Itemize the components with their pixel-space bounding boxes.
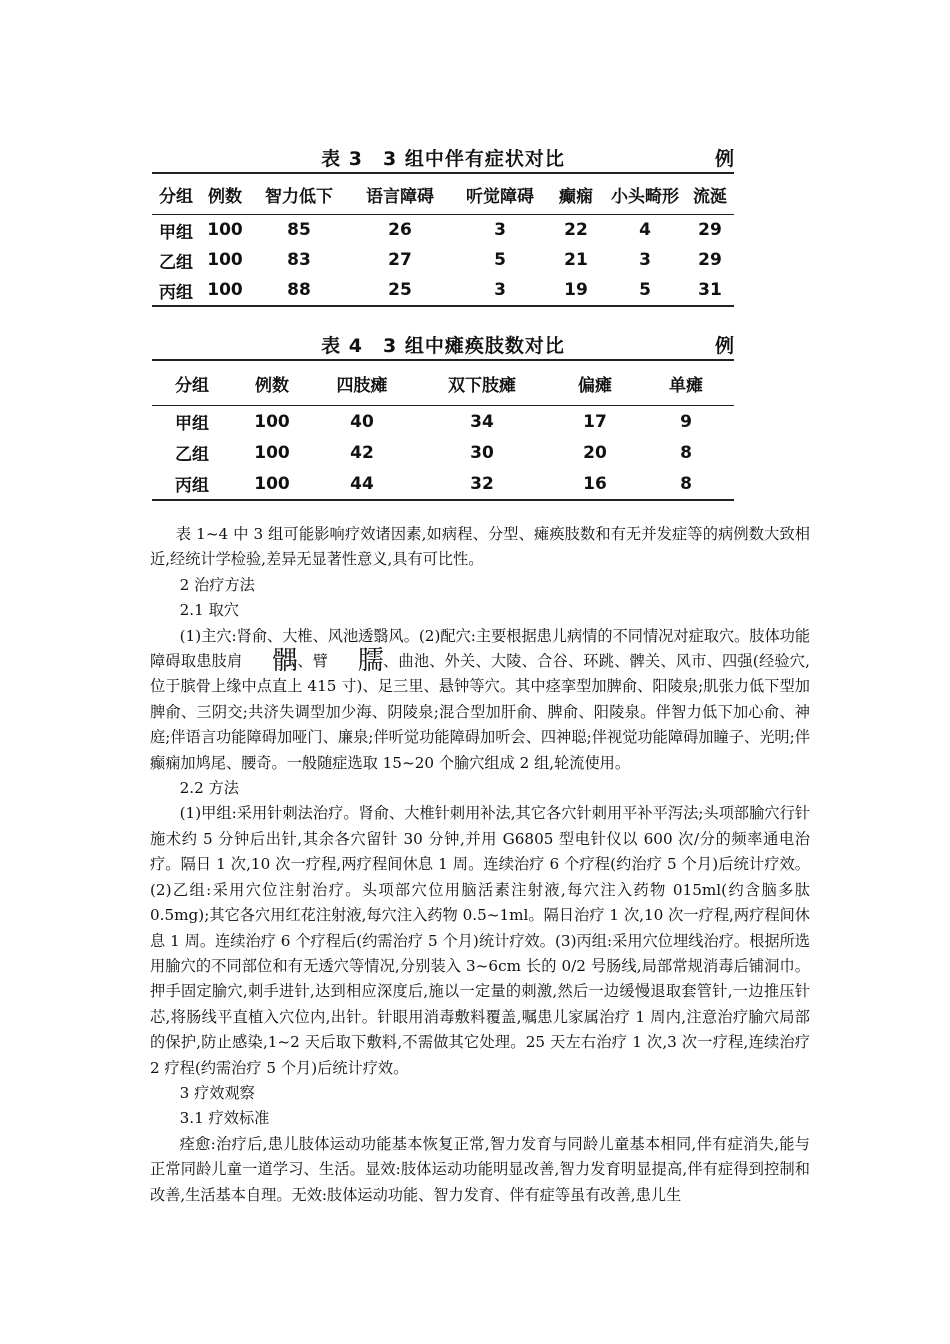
text-run: (1)主穴:肾俞、大椎、风池透翳风。(2)配穴:主要根据患儿病情的不同情况对症取穴。肢体功能障碍取患肢肩 [150, 626, 811, 671]
table-cell: 42 [350, 442, 374, 463]
section-heading: 3 疗效观察 [179, 1083, 255, 1102]
table-cell: 9 [680, 411, 692, 432]
table-cell: 丙组 [175, 476, 209, 496]
table3-title: 表 3 3 组中伴有症状对比 [321, 148, 565, 170]
table4 [152, 325, 734, 501]
table-cell: 31 [698, 280, 722, 300]
table-row [152, 437, 734, 468]
table-cell: 丙组 [159, 282, 193, 303]
table-cell: 25 [388, 280, 412, 300]
table4-title: 表 4 3 组中瘫痪肢数对比 [321, 335, 565, 357]
table4-unit: 例 [714, 335, 734, 357]
table-header-row [152, 173, 734, 215]
table-cell: 83 [287, 250, 311, 270]
table-cell: 17 [583, 411, 607, 432]
subsection-heading: 2.1 取穴 [179, 601, 239, 620]
column-header: 偏瘫 [578, 375, 612, 396]
table-cell: 29 [698, 250, 722, 270]
table4-grid [152, 359, 734, 501]
paragraph-comparability: 表 1~4 中 3 组可能影响疗效诸因素,如病程、分型、瘫痪肢数和有无并发症等的病例数大致相近,经统计学检验,差异无显著性意义,具有可比性。 [150, 525, 810, 569]
column-header: 癫痫 [559, 186, 593, 207]
column-header: 流涎 [693, 186, 727, 207]
table-cell: 85 [287, 220, 311, 240]
table-cell: 4 [639, 220, 651, 240]
column-header: 分组 [159, 186, 193, 207]
table4-caption [152, 325, 734, 359]
table-cell: 88 [287, 280, 311, 300]
table-cell: 100 [207, 220, 243, 240]
table-row [152, 215, 734, 246]
table-row [152, 245, 734, 275]
table-cell: 乙组 [159, 252, 193, 273]
table3 [152, 138, 734, 307]
table-cell: 29 [698, 220, 722, 240]
column-header: 双下肢瘫 [448, 375, 516, 396]
paragraph-methods: (1)甲组:采用针刺法治疗。肾俞、大椎针刺用补法,其它各穴针刺用平补平泻法;头项部腧穴行针施术约 5 分钟后出针,其余各穴留针 30 分钟,并用 G6805 型电针仪以 600 次/分的频率通电治疗。隔日 1 次,10 次一疗程,两疗程间休息 1 周。连续治疗 6 个疗程(约治疗 5 个月)后统计疗效。(2)乙组:采用穴位注射治疗。头项部穴位用脑活素注射液,每穴注入药物 015ml(约含脑多肽 0.5mg);其它各穴用红花注射液,每穴注入药物 0.5~1ml。隔日治疗 1 次,10 次一疗程,两疗程间休息 1 周。连续治疗 6 个疗程后(约需治疗 5 个月)统计疗效。(3)丙组:采用穴位埋线治疗。根据所选用腧穴的不同部位和有无透穴等情况,分别装入 3~6cm 长的 0/2 号肠线,局部常规消毒后铺洞巾。押手固定腧穴,刺手进针,达到相应深度后,施以一定量的刺激,然后一边缓慢退取套管针,一边推压针芯,将肠线平直植入穴位内,出针。针眼用消毒敷料覆盖,嘱患儿家属治疗 1 周内,注意治疗腧穴局部的保护,防止感染,1~2 天后取下敷料,不需做其它处理。25 天左右治疗 1 次,3 次一疗程,连续治疗 2 疗程(约需治疗 5 个月)后统计疗效。 [150, 804, 810, 1077]
table-cell: 100 [254, 442, 290, 463]
column-header: 分组 [175, 375, 209, 396]
table-cell: 3 [494, 280, 506, 300]
column-header: 例数 [255, 375, 289, 396]
table-cell: 3 [639, 250, 651, 270]
table-cell: 30 [470, 442, 494, 463]
column-header: 智力低下 [265, 186, 333, 207]
table-cell: 26 [388, 220, 412, 240]
table-cell: 100 [254, 473, 290, 494]
table-cell: 乙组 [175, 445, 209, 465]
table-cell: 32 [470, 473, 494, 494]
text-run: 、曲池、外关、大陵、合谷、环跳、髀关、风市、四强(经验穴,位于膑骨上缘中点直上 415 寸)、足三里、悬钟等穴。其中痉挛型加脾俞、阳陵泉;肌张力低下型加脾俞、三阴交;共济失调型加少海、阴陵泉;混合型加肝俞、脾俞、阳陵泉。伴智力低下加心俞、神庭;伴语言功能障碍加哑门、廉泉;伴听觉功能障碍加听会、四神聪;伴视觉功能障碍加瞳子、光明;伴癫痫加鸠尾、腰奇。一般随症选取 15~20 个腧穴组成 2 组,轮流使用。 [150, 652, 811, 772]
section-heading: 2 治疗方法 [179, 575, 255, 594]
table-header-row [152, 360, 734, 406]
table3-grid [152, 172, 734, 307]
table-cell: 19 [564, 280, 588, 300]
subsection-heading: 3.1 疗效标准 [179, 1109, 270, 1128]
table-cell: 27 [388, 250, 412, 270]
table-cell: 甲组 [175, 414, 209, 434]
table3-caption [152, 138, 734, 172]
table-cell: 21 [564, 250, 588, 270]
table-row [152, 275, 734, 306]
table-cell: 5 [639, 280, 651, 300]
subsection-heading: 2.2 方法 [179, 779, 239, 798]
text-run: 、臂 [297, 652, 329, 671]
table-cell: 3 [494, 220, 506, 240]
table-cell: 40 [350, 411, 374, 432]
column-header: 单瘫 [669, 375, 703, 396]
enlarged-character: 髃 [272, 646, 298, 677]
table-cell: 100 [207, 250, 243, 270]
table-cell: 100 [207, 280, 243, 300]
table-cell: 8 [680, 473, 692, 494]
table-cell: 100 [254, 411, 290, 432]
body-text [150, 522, 810, 1208]
table-cell: 44 [350, 473, 374, 494]
table-cell: 22 [564, 220, 588, 240]
table-row [152, 468, 734, 500]
column-header: 四肢瘫 [336, 375, 388, 396]
table-cell: 34 [470, 411, 494, 432]
table-cell: 16 [583, 473, 607, 494]
column-header: 例数 [208, 186, 242, 207]
paragraph-acupoints [150, 624, 810, 776]
table-cell: 5 [494, 250, 506, 270]
table-cell: 甲组 [159, 222, 193, 243]
table-cell: 20 [583, 442, 607, 463]
column-header: 语言障碍 [366, 186, 434, 207]
table-cell: 8 [680, 442, 692, 463]
paragraph-criteria: 痊愈:治疗后,患儿肢体运动功能基本恢复正常,智力发育与同龄儿童基本相同,伴有症消失,能与正常同龄儿童一道学习、生活。显效:肢体运动功能明显改善,智力发育明显提高,伴有症得到控制和改善,生活基本自理。无效:肢体运动功能、智力发育、伴有症等虽有改善,患儿生 [150, 1134, 810, 1204]
column-header: 听觉障碍 [466, 186, 534, 207]
table3-unit: 例 [714, 148, 734, 170]
table-row [152, 406, 734, 438]
column-header: 小头畸形 [611, 186, 679, 207]
enlarged-character: 臑 [357, 646, 383, 677]
